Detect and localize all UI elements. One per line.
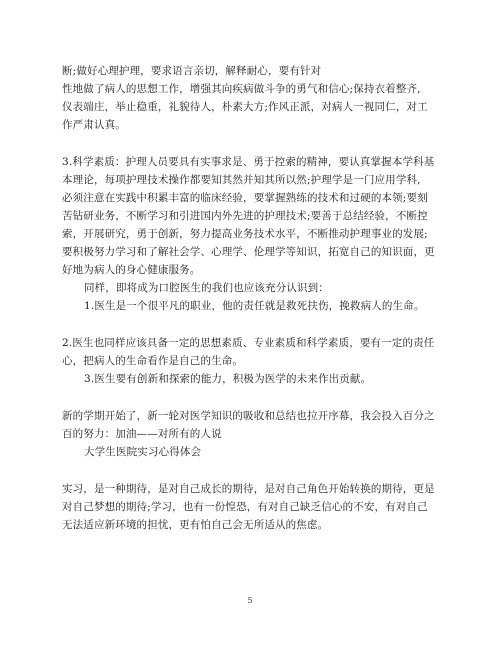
paragraph-line: 心，把病人的生命看作是自己的生命。 [62,355,244,367]
paragraph-line: 性地做了病人的思想工作，增强其向疾病做斗争的勇气和信心;保持衣着整齐, [62,83,421,95]
paragraph-line: 好地为病人的身心健康服务。 [62,264,201,276]
paragraph-line: 新的学期开始了，新一轮对医学知识的吸收和总结也拉开序幕，我会投入百分之 [62,410,435,422]
paragraph-line: 要积极努力学习和了解社会学、心理学、伦理学等知识，拓宽自己的知识面，更 [62,246,435,258]
paragraph-line: 实习，是一种期待，是对自己成长的期待，是对自己角色开始转换的期待，更是 [62,483,435,495]
numbered-point: 2.医生也同样应该具备一定的思想素质、专业素质和科学素质，要有一定的责任 [62,337,435,349]
numbered-point: 3.医生要有创新和探索的能力，积极为医学的未来作出贡献。 [84,373,372,385]
section-title: 大学生医院实习心得体会 [84,446,202,458]
paragraph-line: 对自己梦想的期待;学习，也有一份惶恐，有对自己缺乏信心的不安，有对自己 [62,501,428,513]
paragraph-line: 索，开展研究，勇于创新，努力提高业务技术水平，不断推动护理事业的发展; [62,228,428,240]
paragraph-line: 本理论，每项护理技术操作都要知其然并知其所以然;护理学是一门应用学科, [62,174,421,186]
paragraph-line: 无法适应新环境的担忧，更有怕自己会无所适从的焦虑。 [62,519,329,531]
numbered-point: 1.医生是一个很平凡的职业，他的责任就是救死扶伤，挽救病人的生命。 [84,300,425,312]
paragraph-line: 百的努力：加油——对所有的人说 [62,428,222,440]
paragraph-line: 苦钻研业务，不断学习和引进国内外先进的护理技术;要善于总结经验，不断控 [62,210,428,222]
paragraph-line: 同样，即将成为口腔医生的我们也应该充分认识到： [84,282,329,294]
paragraph-line: 仪表端庄，举止稳重，礼貌待人，朴素大方;作风正派，对病人一视同仁，对工 [62,101,428,113]
paragraph-line: 必须注意在实践中积累丰富的临床经验，要掌握熟练的技术和过硬的本领;要刻 [62,192,428,204]
page-number: 5 [247,596,253,605]
paragraph-line: 作严肃认真。 [62,119,126,131]
paragraph-line: 3.科学素质：护理人员要具有实事求是、勇于控索的精神，要认真掌握本学科基 [62,156,435,168]
paragraph-line: 断;做好心理护理，要求语言亲切，解释耐心，要有针对 [62,65,322,77]
